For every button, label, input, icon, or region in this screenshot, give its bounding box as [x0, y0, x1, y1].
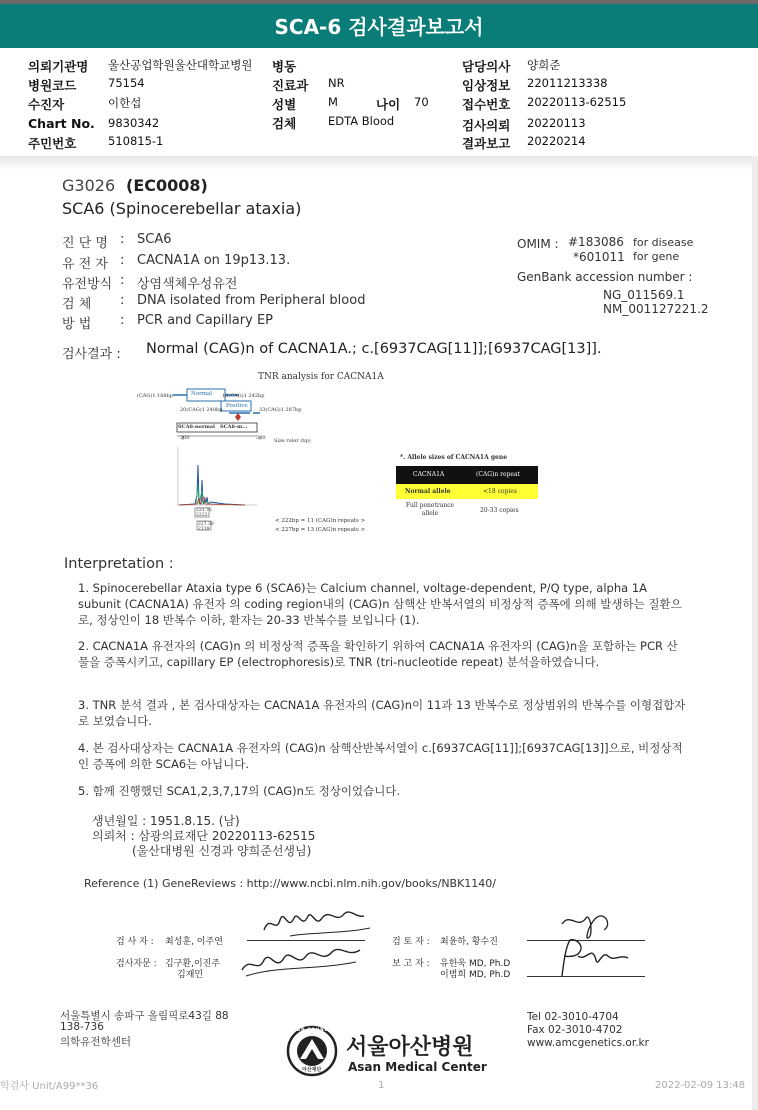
label-request-date: 검사의뢰 — [462, 118, 511, 133]
footer-address-2: 138-736 — [60, 1021, 104, 1033]
label-patient: 수진자 — [28, 97, 65, 112]
figure-title: TNR analysis for CACNA1A — [258, 372, 384, 382]
examiner-label: 검 사 자 : — [116, 937, 154, 947]
info-colon: : — [120, 313, 125, 328]
value-specimen: EDTA Blood — [328, 114, 395, 128]
fig-peak1b: 2222 — [196, 513, 208, 518]
advisor-names-2: 김재민 — [177, 970, 204, 980]
value-receipt-no: 20220113-62515 — [527, 95, 627, 109]
fig-repeat1: < 222bp = 11 (CAG)n repeats > — [275, 518, 366, 524]
reporter-signature-icon — [552, 936, 632, 980]
advisor-label: 검사자문 : — [116, 959, 157, 969]
seal-top-text: ASAN FOUNDATION — [289, 1027, 348, 1032]
fig-cag20: 20(CAG)1 248bp — [180, 407, 223, 413]
interpretation-item-3: 3. TNR 분석 결과 , 본 검사대상자는 CACNA1A 유전자의 (CAG)n이 11과 13 반복수로 정상범위의 반복수를 이형접합자로 보였습니다. — [78, 698, 686, 728]
fig-positive: Positive — [226, 403, 248, 409]
omim-disease-no: #183086 — [568, 235, 624, 249]
interpretation-item-4: 4. 본 검사대상자는 CACNA1A 유전자의 (CAG)n 삼핵산반복서열이 c.[6937CAG[11]];[6937CAG[13]]으로, 비정상적인 증폭에 의한 SCA6는 아닙니다. — [78, 741, 683, 771]
label-physician: 담당의사 — [462, 59, 511, 74]
label-chart-no: Chart No. — [28, 116, 95, 131]
footer-unit: 학검사 Unit/A99**36 — [0, 1081, 99, 1092]
interpretation-item-5: 5. 함께 진행했던 SCA1,2,3,7,17의 (CAG)n도 정상이었습니다. — [78, 784, 401, 798]
report-title: SCA-6 검사결과보고서 — [0, 4, 758, 48]
advisor-names-1: 김구환,이진주 — [165, 959, 221, 969]
info-colon: : — [120, 253, 125, 268]
info-colon: : — [120, 273, 125, 288]
info-label-specimen: 검 체 — [62, 297, 92, 312]
info-value-inheritance: 상염색체우성유전 — [137, 277, 238, 292]
advisor-signature-icon — [236, 936, 366, 978]
reviewer-names: 최윤하, 황수진 — [440, 937, 498, 947]
info-label-gene: 유 전 자 — [62, 257, 108, 272]
omim-gene-txt: for gene — [633, 250, 680, 263]
label-specimen: 검체 — [272, 116, 297, 131]
allele-normal-copies: <18 copies — [483, 488, 517, 495]
label-ward: 병동 — [272, 59, 297, 74]
info-label-inheritance: 유전방식 — [62, 277, 113, 292]
test-code: G3026 — [62, 176, 116, 195]
allele-full-copies: 20-33 copies — [480, 507, 519, 514]
result-value: Normal (CAG)n of CACNA1A.; c.[6937CAG[11]];[6937CAG[13]]. — [146, 341, 602, 357]
value-department: NR — [328, 76, 345, 90]
value-resident-no: 510815-1 — [108, 134, 164, 148]
value-requesting-institution: 울산공업학원울산대학교병원 — [108, 58, 253, 72]
info-value-diagnosis: SCA6 — [137, 232, 172, 247]
fig-peak2: 227.30 — [198, 522, 214, 527]
fig-tick-200: 200 — [180, 435, 190, 441]
hospital-name-kr: 서울아산병원 — [346, 1035, 474, 1060]
note-requester-detail: (울산대병원 신경과 양희준선생님) — [132, 844, 312, 858]
test-name: SCA6 (Spinocerebellar ataxia) — [62, 199, 302, 218]
omim-gene-no: *601011 — [573, 250, 625, 264]
label-age: 나이 — [376, 97, 401, 112]
fig-peak2b: 2139 — [198, 527, 210, 532]
allele-header-gene: CACNA1A — [413, 471, 445, 478]
reporter-names-2: 이범희 MD, Ph.D — [440, 970, 511, 980]
value-hospital-code: 75154 — [108, 76, 145, 90]
allele-full-label: Full penetrance allele — [405, 502, 455, 517]
value-report-date: 20220214 — [527, 134, 586, 148]
value-chart-no: 9830342 — [108, 116, 160, 130]
allele-header-repeat: (CAG)n repeat — [476, 471, 520, 478]
fig-normal: Normal — [191, 391, 213, 397]
test-code-ec: (EC0008) — [126, 176, 208, 195]
fig-sca6-normal: SCA6-normal — [178, 424, 216, 430]
info-colon: : — [120, 293, 125, 308]
fig-cag18: 18(CAG)1 242bp — [222, 393, 265, 399]
value-physician: 양희준 — [527, 58, 561, 72]
label-clinical-info: 임상정보 — [462, 78, 511, 93]
info-value-gene: CACNA1A on 19p13.13. — [137, 253, 291, 268]
fig-cag1: (CAG)1 188bp — [137, 393, 174, 399]
info-label-diagnosis: 진 단 명 — [62, 236, 108, 251]
info-label-method: 방 법 — [62, 317, 92, 332]
value-request-date: 20220113 — [527, 116, 586, 130]
omim-label: OMIM : — [517, 237, 559, 251]
label-hospital-code: 병원코드 — [28, 78, 77, 93]
fig-repeat2: < 227bp = 13 (CAG)n repeats > — [275, 527, 366, 533]
reference: Reference (1) GeneReviews : http://www.ncbi.nlm.nih.gov/books/NBK1140/ — [84, 877, 497, 890]
fig-cag33: 33(CAG)1 287bp — [259, 407, 302, 413]
label-requesting-institution: 의뢰기관명 — [28, 59, 89, 74]
label-receipt-no: 접수번호 — [462, 97, 511, 112]
genbank-acc2: NM_001127221.2 — [603, 302, 709, 316]
reviewer-label: 검 토 자 : — [392, 937, 430, 947]
allele-table-title: *. Allele sizes of CACNA1A gene — [400, 454, 508, 461]
interpretation-item-2: 2. CACNA1A 유전자의 (CAG)n 의 비정상적 증폭을 확인하기 위하여 CACNA1A 유전자의 (CAG)n을 포함하는 PCR 산물을 증폭시키고, capillary EP (electrophoresis)로 TNR (tri-nucleotide repeat) 분석을하였습니다. — [78, 639, 678, 669]
footer-timestamp: 2022-02-09 13:48 — [655, 1080, 746, 1091]
label-report-date: 결과보고 — [462, 136, 511, 151]
note-birthdate: 생년월일 : 1951.8.15. (남) — [92, 814, 240, 828]
value-age: 70 — [414, 95, 429, 109]
value-sex: M — [328, 95, 338, 109]
footer-web: www.amcgenetics.or.kr — [527, 1037, 649, 1049]
omim-disease-txt: for disease — [633, 236, 694, 249]
label-department: 진료과 — [272, 78, 309, 93]
genbank-acc1: NG_011569.1 — [603, 288, 685, 302]
value-patient: 이한섭 — [108, 96, 142, 110]
info-value-method: PCR and Capillary EP — [137, 313, 273, 328]
fig-sca6-m: SCA6-m... — [220, 424, 248, 430]
footer-fax: Fax 02-3010-4702 — [527, 1024, 623, 1036]
fig-tick-300: 300 — [256, 435, 266, 441]
footer-address-3: 의학유전학센터 — [60, 1036, 132, 1048]
result-label: 검사결과 : — [62, 347, 121, 362]
label-resident-no: 주민번호 — [28, 136, 77, 151]
info-colon: : — [120, 232, 125, 247]
footer-tel: Tel 02-3010-4704 — [527, 1011, 619, 1023]
label-sex: 성별 — [272, 97, 297, 112]
hospital-name-en: Asan Medical Center — [348, 1060, 487, 1074]
reporter-label: 보 고 자 : — [392, 959, 430, 969]
page-edge — [752, 156, 758, 1110]
note-requester: 의뢰처 : 삼광의료재단 20220113-62515 — [92, 829, 316, 843]
interpretation-item-1: 1. Spinocerebellar Ataxia type 6 (SCA6)는 Calcium channel, voltage-dependent, P/Q type, alpha 1A subunit (CACNA1A) 유전자 의 coding region내의 (CAG)n 삼핵산 반복서열의 비정상적 증폭에 의해 발생하는 질환으로, 정상인이 18 반복수 이하, 환자는 20-33 반복수를 보입니다 (1). — [78, 581, 682, 627]
reporter-names-1: 유한욱 MD, Ph.D — [440, 959, 511, 969]
footer-page: 1 — [378, 1080, 385, 1091]
interpretation-title: Interpretation : — [64, 556, 174, 572]
genbank-label: GenBank accession number : — [517, 270, 693, 284]
value-clinical-info: 22011213338 — [527, 76, 608, 90]
fig-size-ruler: Size ruler (bp) — [274, 438, 311, 444]
section-divider — [0, 156, 758, 170]
examiner-names: 최성훈, 이주연 — [165, 937, 223, 947]
allele-normal-label: Normal allele — [405, 488, 451, 495]
seal-bottom-text: 아산재단 — [302, 1067, 322, 1073]
footer-address-1: 서울특별시 송파구 올림픽로43길 88 — [60, 1010, 229, 1022]
info-value-specimen: DNA isolated from Peripheral blood — [137, 293, 366, 308]
fig-peak1: 221.76 — [196, 508, 212, 513]
